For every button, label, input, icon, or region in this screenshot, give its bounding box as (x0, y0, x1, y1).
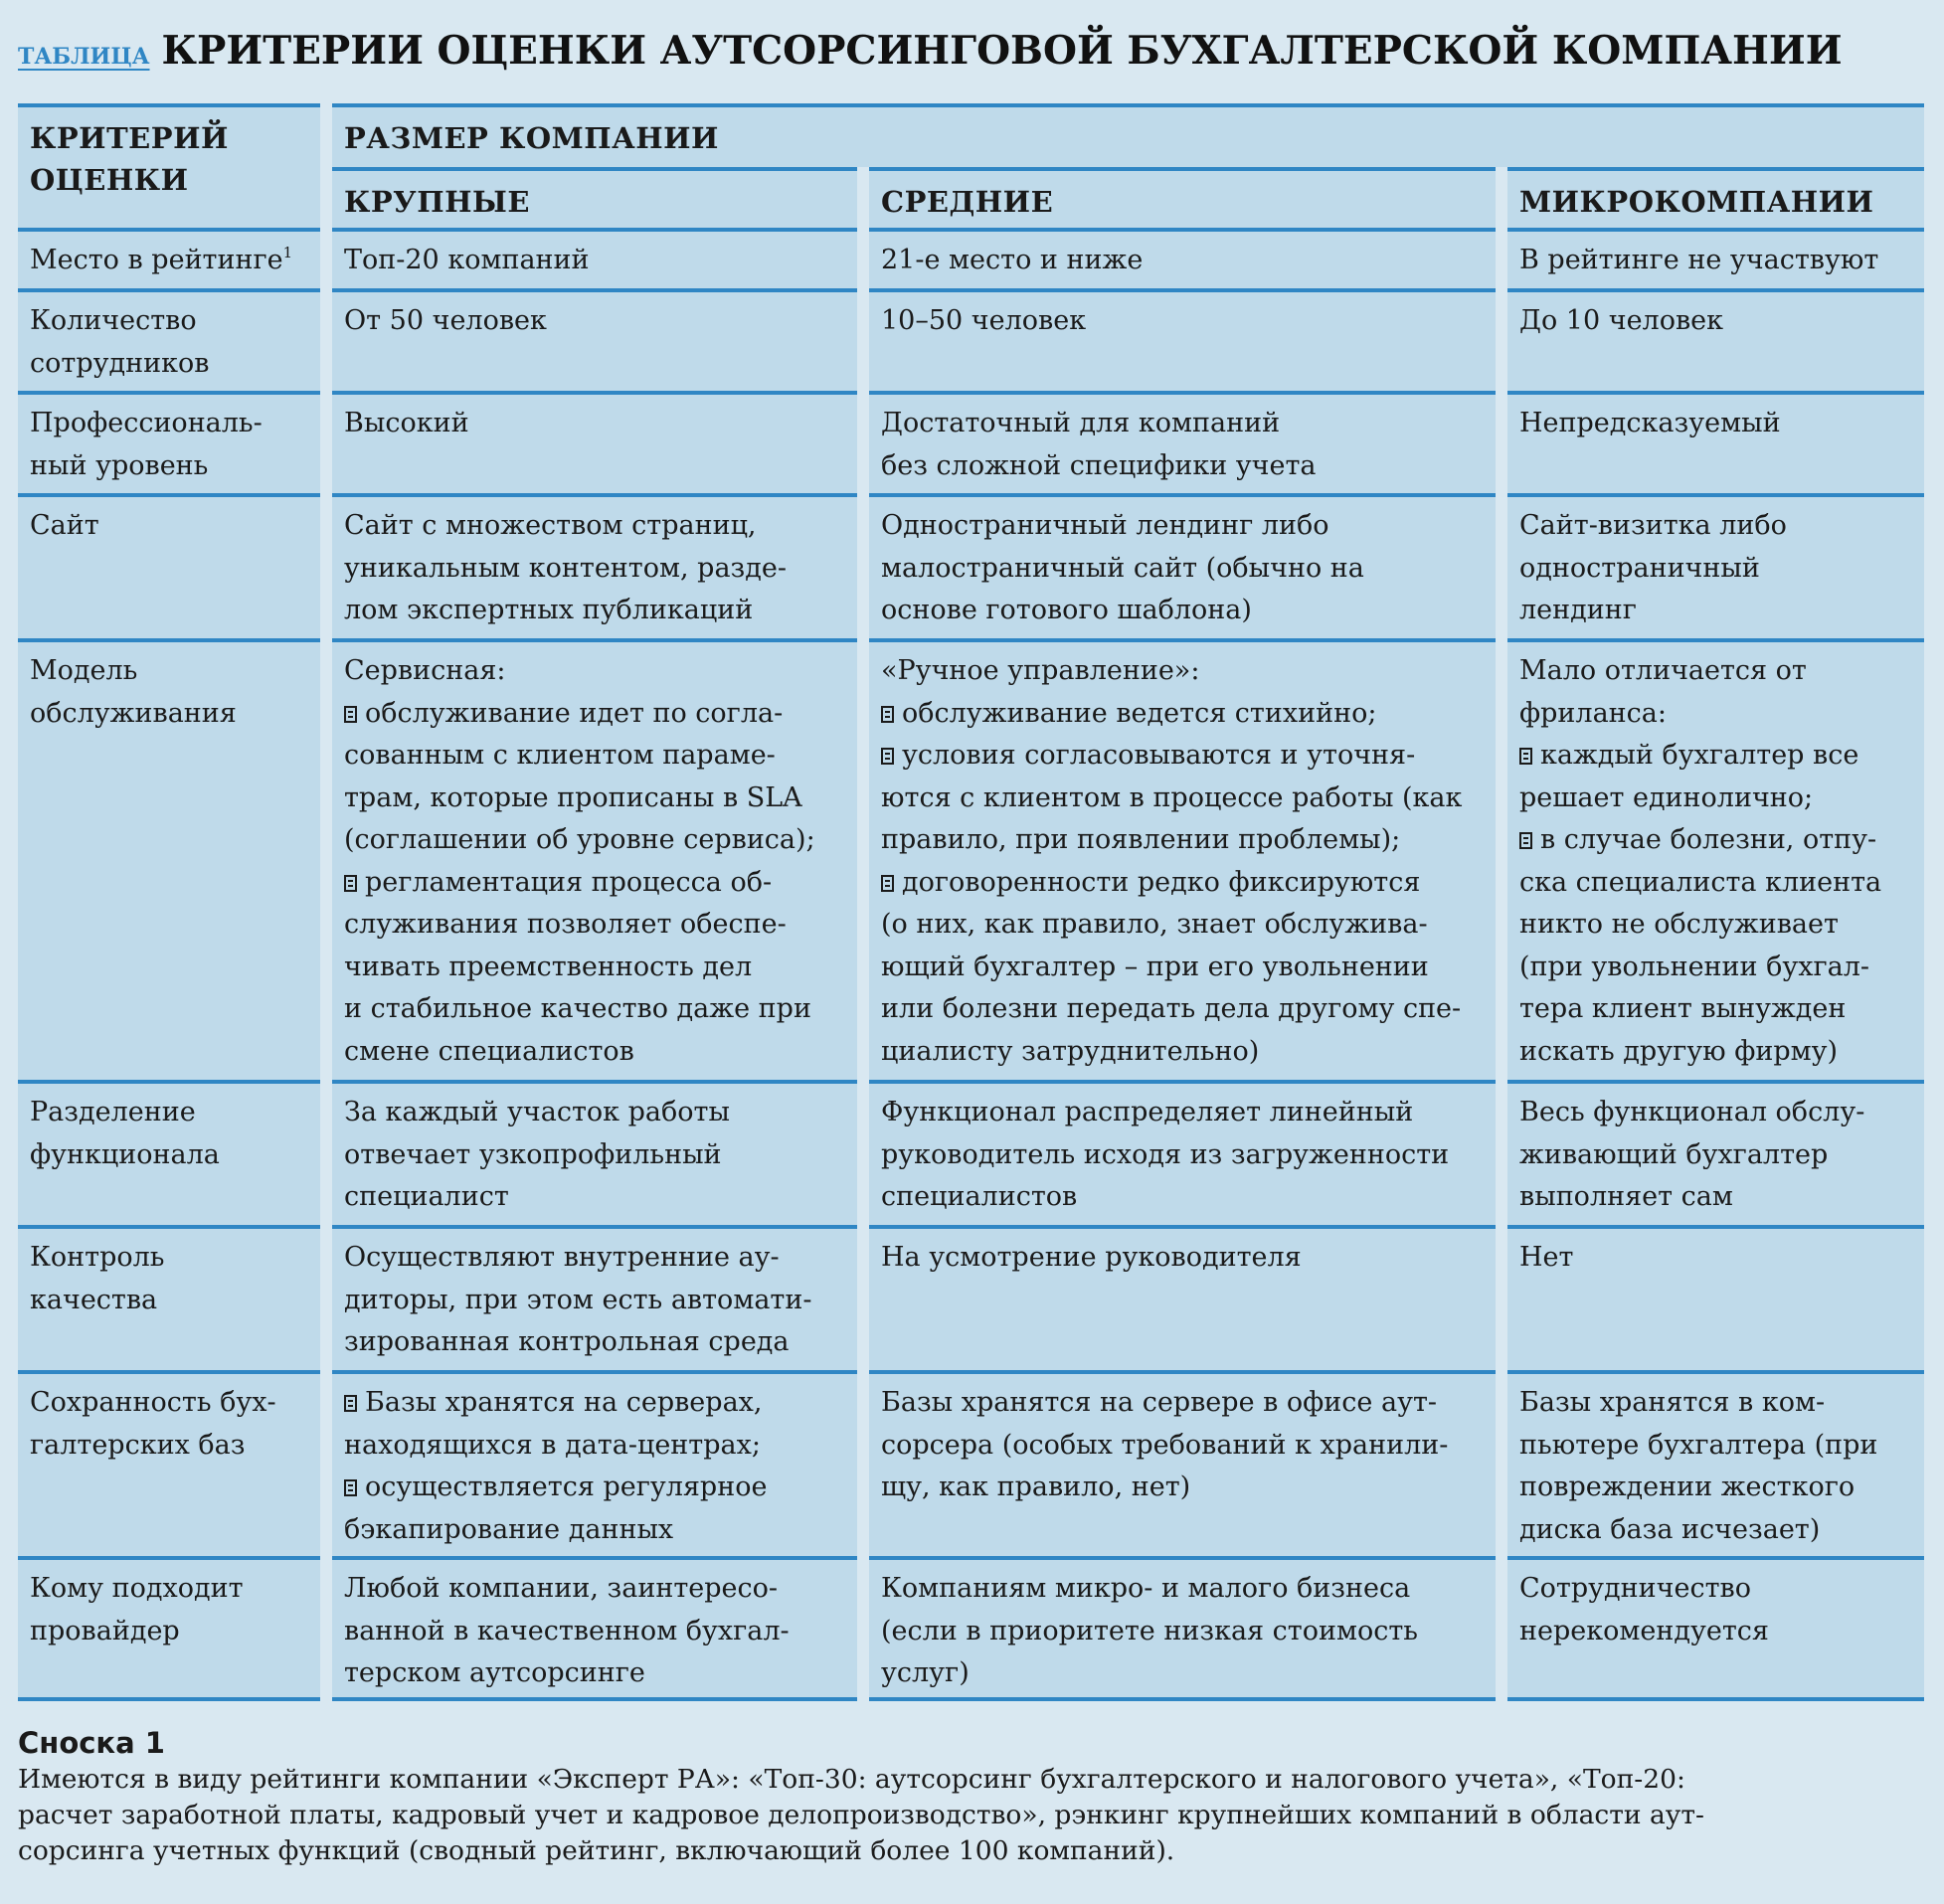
cell-line: (соглашении об уровне сервиса); (344, 824, 815, 855)
footnote-title: Сноска 1 (18, 1726, 165, 1760)
cell-line: трам, которые прописаны в SLA (344, 781, 802, 813)
footnote-line: расчет заработной платы, кадровый учет и кадровое делопроизводство», рэнкинг крупнейших компаний в области аут- (18, 1800, 1705, 1830)
cell-line: На усмотрение руководителя (881, 1242, 1302, 1273)
cell-line: без сложной специфики учета (881, 449, 1317, 481)
cell-line: пьютере бухгалтера (при (1519, 1429, 1878, 1461)
criterion-text (30, 1611, 308, 1653)
cell-line: повреждении жесткого (1519, 1471, 1856, 1502)
cell-line: Одностраничный лендинг либо (881, 510, 1329, 541)
value-cell-micro (1507, 1556, 1924, 1701)
cell-line: регламентация процесса об- (344, 862, 845, 905)
cell-line: отвечает узкопрофильный (344, 1138, 722, 1170)
cell-line: Весь функционал обслу- (1519, 1097, 1865, 1127)
cell-line: Любой компании, заинтересо- (344, 1573, 778, 1604)
cell-line: чивать преемственность дел (344, 951, 753, 982)
criterion-text-value: галтерских баз (30, 1429, 246, 1461)
value-cell-micro (1507, 1080, 1924, 1225)
criterion-cell (18, 493, 320, 638)
cell-line: Компаниям микро- и малого бизнеса (881, 1573, 1411, 1604)
cell-line: зированная контрольная среда (344, 1326, 790, 1357)
cell-line: (если в приоритете низкая стоимость (881, 1615, 1418, 1646)
cell-line: находящихся в дата-центрах; (344, 1429, 761, 1461)
criterion-text-value: Контроль (30, 1242, 165, 1273)
value-cell-large (332, 493, 857, 638)
cell-line: или болезни передать дела другому спе- (881, 993, 1462, 1024)
cell-line: одностраничный (1519, 552, 1760, 584)
criterion-header-line: КРИТЕРИЙ (30, 121, 229, 155)
cell-line: никто не обслуживает (1519, 909, 1839, 940)
criterion-text (30, 1568, 308, 1611)
criterion-header (18, 103, 320, 228)
cell-line: ска специалиста клиента (1519, 866, 1882, 898)
list-bullet-icon (344, 1395, 357, 1412)
list-bullet-icon (881, 875, 894, 892)
value-cell-medium (869, 391, 1496, 493)
title-tag: ТАБЛИЦА (18, 44, 150, 70)
cell-line: От 50 человек (344, 305, 547, 336)
cell-line: бэкапирование данных (344, 1513, 674, 1545)
footnote (18, 1724, 1927, 1869)
criterion-cell (18, 288, 320, 391)
criterion-text (30, 1425, 308, 1468)
cell-line: Непредсказуемый (1519, 408, 1781, 438)
criterion-text-value: Сайт (30, 510, 99, 541)
value-cell-micro (1507, 391, 1924, 493)
criterion-text (30, 1382, 308, 1425)
value-cell-medium (869, 1370, 1496, 1556)
criterion-text-value: Место в рейтинге (30, 245, 283, 275)
value-cell-medium (869, 288, 1496, 391)
cell-line: живающий бухгалтер (1519, 1138, 1829, 1170)
title-main: КРИТЕРИИ ОЦЕНКИ АУТСОРСИНГОВОЙ БУХГАЛТЕРСКОЙ КОМПАНИИ (161, 28, 1843, 74)
column-header-label: СРЕДНИЕ (881, 185, 1054, 219)
column-header-label: КРУПНЫЕ (344, 185, 530, 219)
list-bullet-icon (344, 1479, 357, 1496)
cell-line: Мало отличается от (1519, 655, 1807, 686)
criterion-text-value: качества (30, 1284, 158, 1315)
criterion-text (30, 693, 308, 736)
criterion-text (30, 300, 308, 343)
value-cell-micro (1507, 1370, 1924, 1556)
footnote-marker: 1 (282, 244, 293, 261)
list-bullet-icon (1519, 748, 1532, 765)
cell-line: услуг) (881, 1657, 970, 1688)
cell-line: условия согласовываются и уточня- (881, 735, 1484, 778)
cell-line: В рейтинге не участвуют (1519, 245, 1879, 275)
cell-line: Высокий (344, 408, 469, 438)
value-cell-large (332, 228, 857, 288)
cell-line: Сайт-визитка либо (1519, 510, 1787, 541)
criterion-text (30, 1092, 308, 1134)
cell-line: и стабильное качество даже при (344, 993, 811, 1024)
value-cell-micro (1507, 638, 1924, 1080)
cell-line: решает единолично; (1519, 781, 1814, 813)
column-header-large (332, 167, 857, 228)
criterion-text (30, 445, 308, 488)
cell-line: правило, при появлении проблемы); (881, 824, 1401, 855)
cell-line: Функционал распределяет линейный (881, 1097, 1414, 1127)
criterion-cell (18, 1080, 320, 1225)
criterion-text (30, 1134, 308, 1177)
cell-line: (о них, как правило, знает обслужива- (881, 909, 1428, 940)
criterion-cell (18, 391, 320, 493)
cell-line: служивания позволяет обеспе- (344, 909, 787, 940)
cell-line: диска база исчезает) (1519, 1513, 1821, 1545)
criterion-text-value: Профессиональ- (30, 408, 263, 438)
table-title (18, 28, 1927, 74)
cell-line: искать другую фирму) (1519, 1035, 1839, 1067)
cell-line: щу, как правило, нет) (881, 1471, 1191, 1502)
footnote-text (18, 1762, 1927, 1869)
column-header-label: МИКРОКОМПАНИИ (1519, 185, 1874, 219)
cell-line: Базы хранятся на сервере в офисе аут- (881, 1387, 1438, 1418)
cell-line: «Ручное управление»: (881, 655, 1200, 686)
criterion-text (30, 403, 308, 445)
criterion-text-value: обслуживания (30, 697, 237, 729)
value-cell-medium (869, 1080, 1496, 1225)
cell-line: ются с клиентом в процессе работы (как (881, 781, 1463, 813)
criterion-cell (18, 1370, 320, 1556)
cell-line: тера клиент вынужден (1519, 993, 1847, 1024)
cell-line: 10–50 человек (881, 305, 1087, 336)
criterion-cell (18, 228, 320, 288)
cell-line: 21-е место и ниже (881, 245, 1144, 275)
criterion-cell (18, 1225, 320, 1370)
value-cell-micro (1507, 288, 1924, 391)
value-cell-large (332, 1225, 857, 1370)
cell-line: договоренности редко фиксируются (881, 862, 1484, 905)
cell-line: ющий бухгалтер – при его увольнении (881, 951, 1429, 982)
criterion-text-value: сотрудников (30, 347, 210, 379)
criterion-cell (18, 1556, 320, 1701)
cell-line: Базы хранятся на серверах, (344, 1382, 845, 1425)
criteria-table (18, 103, 1924, 1701)
cell-line: специалистов (881, 1181, 1078, 1212)
cell-line: Нет (1519, 1242, 1574, 1273)
list-bullet-icon (881, 706, 894, 723)
cell-line: Топ-20 компаний (344, 245, 590, 275)
cell-line: (при увольнении бухгал- (1519, 951, 1870, 982)
company-size-header (332, 103, 1924, 167)
cell-line: лендинг (1519, 595, 1637, 625)
cell-line: в случае болезни, отпу- (1519, 819, 1912, 862)
cell-line: терском аутсорсинге (344, 1657, 645, 1688)
value-cell-large (332, 1080, 857, 1225)
criterion-text (30, 1280, 308, 1322)
cell-line: Сотрудничество (1519, 1573, 1751, 1604)
value-cell-micro (1507, 493, 1924, 638)
value-cell-medium (869, 1225, 1496, 1370)
cell-line: лом экспертных публикаций (344, 595, 754, 625)
criterion-text-value: провайдер (30, 1615, 180, 1646)
criterion-text (30, 240, 308, 282)
footnote-line: Имеются в виду рейтинги компании «Эксперт РА»: «Топ-30: аутсорсинг бухгалтерского и налогового учета», «Топ-20: (18, 1764, 1685, 1795)
cell-line: Сайт с множеством страниц, (344, 510, 757, 541)
cell-line: диторы, при этом есть автомати- (344, 1284, 812, 1315)
cell-line: Сервисная: (344, 655, 506, 686)
value-cell-large (332, 1370, 857, 1556)
cell-line: каждый бухгалтер все (1519, 735, 1912, 778)
value-cell-medium (869, 228, 1496, 288)
cell-line: Базы хранятся в ком- (1519, 1387, 1826, 1418)
footnote-line: сорсинга учетных функций (сводный рейтинг, включающий более 100 компаний). (18, 1835, 1175, 1866)
criterion-header-line: ОЦЕНКИ (30, 163, 189, 197)
value-cell-medium (869, 638, 1496, 1080)
value-cell-large (332, 1556, 857, 1701)
cell-line: малостраничный сайт (обычно на (881, 552, 1364, 584)
cell-line: обслуживание ведется стихийно; (881, 693, 1484, 736)
criterion-cell (18, 638, 320, 1080)
criterion-text (30, 505, 308, 548)
criterion-text-value: Кому подходит (30, 1573, 244, 1604)
value-cell-micro (1507, 1225, 1924, 1370)
criterion-text (30, 650, 308, 693)
criterion-text-value: Модель (30, 655, 138, 686)
value-cell-micro (1507, 228, 1924, 288)
cell-line: выполняет сам (1519, 1181, 1733, 1212)
cell-line: смене специалистов (344, 1035, 634, 1067)
company-size-header-label: РАЗМЕР КОМПАНИИ (344, 121, 719, 155)
list-bullet-icon (344, 706, 357, 723)
criterion-text-value: ный уровень (30, 449, 209, 481)
cell-line: фриланса: (1519, 697, 1667, 729)
cell-line: нерекомендуется (1519, 1615, 1769, 1646)
column-header-medium (869, 167, 1496, 228)
criterion-text (30, 1237, 308, 1280)
cell-line: сованным с клиентом параме- (344, 740, 776, 771)
cell-line: основе готового шаблона) (881, 595, 1252, 625)
cell-line: циалисту затруднительно) (881, 1035, 1260, 1067)
cell-line: За каждый участок работы (344, 1097, 730, 1127)
cell-line: специалист (344, 1181, 509, 1212)
criterion-text-value: Разделение (30, 1097, 196, 1127)
column-header-micro (1507, 167, 1924, 228)
criterion-text-value: функционала (30, 1138, 220, 1170)
cell-line: ванной в качественном бухгал- (344, 1615, 790, 1646)
value-cell-large (332, 288, 857, 391)
value-cell-large (332, 638, 857, 1080)
criterion-text (30, 343, 308, 386)
value-cell-medium (869, 493, 1496, 638)
cell-line: руководитель исходя из загруженности (881, 1138, 1450, 1170)
cell-line: Достаточный для компаний (881, 408, 1281, 438)
cell-line: сорсера (особых требований к хранили- (881, 1429, 1449, 1461)
list-bullet-icon (1519, 832, 1532, 849)
cell-line: обслуживание идет по согла- (344, 693, 845, 736)
cell-line: осуществляется регулярное (344, 1467, 845, 1509)
cell-line: До 10 человек (1519, 305, 1724, 336)
list-bullet-icon (881, 748, 894, 765)
criterion-text-value: Количество (30, 305, 197, 336)
list-bullet-icon (344, 875, 357, 892)
cell-line: уникальным контентом, разде- (344, 552, 787, 584)
value-cell-large (332, 391, 857, 493)
cell-line: Осуществляют внутренние ау- (344, 1242, 780, 1273)
value-cell-medium (869, 1556, 1496, 1701)
criterion-text-value: Сохранность бух- (30, 1387, 276, 1418)
